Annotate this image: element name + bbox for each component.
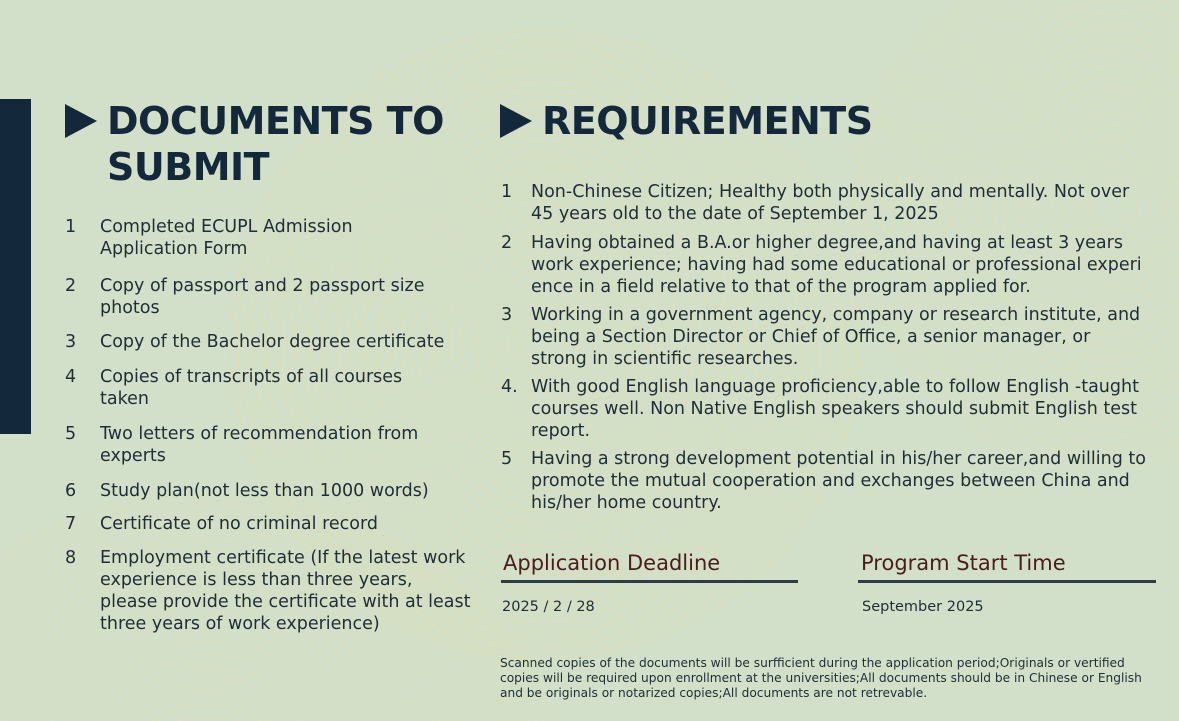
item-text: With good English language proficiency,able to follow English -taught courses well. Non Native English speakers should submit English test report. — [531, 377, 1139, 441]
list-item — [501, 181, 1151, 225]
documents-heading-line1: DOCUMENTS TO — [107, 99, 444, 143]
item-number: 1 — [65, 217, 77, 237]
list-item — [501, 448, 1151, 514]
item-text: Copy of the Bachelor degree certificate — [100, 332, 445, 352]
list-item — [501, 376, 1151, 442]
requirements-heading-text: REQUIREMENTS — [542, 99, 873, 143]
list-item — [65, 216, 385, 260]
requirements-heading — [500, 98, 1140, 144]
item-text: Having obtained a B.A.or higher degree,and having at least 3 years work experience; having had some educational or professional experi ence in a field relative to that of the program applied for. — [531, 233, 1142, 297]
item-text: Employment certificate (If the latest work experience is less than three years, please provide the certificate with at least three years of work experience) — [100, 548, 471, 634]
item-number: 8 — [65, 548, 77, 568]
play-triangle-icon — [65, 104, 97, 138]
item-text: Two letters of recommendation from experts — [100, 424, 419, 466]
item-number: 6 — [65, 481, 77, 501]
documents-heading — [65, 98, 465, 190]
list-item — [65, 547, 475, 635]
list-item — [65, 366, 410, 410]
item-number: 5 — [501, 449, 513, 469]
item-number: 5 — [65, 424, 77, 444]
list-item — [65, 275, 430, 319]
list-item — [65, 480, 470, 502]
item-number: 2 — [65, 276, 77, 296]
list-item — [65, 423, 440, 467]
item-text: Copies of transcripts of all courses taken — [100, 367, 403, 409]
left-accent-bar — [0, 99, 31, 434]
list-item — [501, 304, 1151, 370]
play-triangle-icon — [500, 104, 532, 138]
start-divider — [858, 580, 1156, 583]
deadline-value: 2025 / 2 / 28 — [502, 599, 595, 615]
start-value: September 2025 — [862, 599, 984, 615]
documents-heading-line2: SUBMIT — [107, 145, 270, 189]
deadline-divider — [501, 580, 798, 583]
item-text: Study plan(not less than 1000 words) — [100, 481, 429, 501]
item-text: Copy of passport and 2 passport size photos — [100, 276, 425, 318]
item-number: 3 — [65, 332, 77, 352]
item-text: Completed ECUPL Admission Application Form — [100, 217, 353, 259]
item-text: Having a strong development potential in his/her career,and willing to promote the mutual cooperation and exchanges between China and his/her home country. — [531, 449, 1146, 513]
start-label: Program Start Time — [861, 551, 1066, 575]
item-number: 4. — [501, 377, 518, 397]
item-number: 4 — [65, 367, 77, 387]
item-number: 2 — [501, 233, 513, 253]
footnote: Scanned copies of the documents will be surfficient during the application period;Originals or vertified copies will be required upon enrollment at the universities;All documents should be in Chinese or English and be originals or notarized copies;All documents are not retrevable. — [500, 656, 1142, 701]
list-item — [501, 232, 1151, 298]
item-number: 3 — [501, 305, 513, 325]
item-number: 7 — [65, 514, 77, 534]
item-number: 1 — [501, 182, 513, 202]
item-text: Working in a government agency, company or research institute, and being a Section Director or Chief of Office, a senior manager, or strong in scientific researches. — [531, 305, 1141, 369]
list-item — [65, 331, 470, 353]
item-text: Certificate of no criminal record — [100, 514, 378, 534]
list-item — [65, 513, 470, 535]
item-text: Non-Chinese Citizen; Healthy both physically and mentally. Not over 45 years old to the date of September 1, 2025 — [531, 182, 1130, 224]
deadline-label: Application Deadline — [503, 551, 721, 575]
